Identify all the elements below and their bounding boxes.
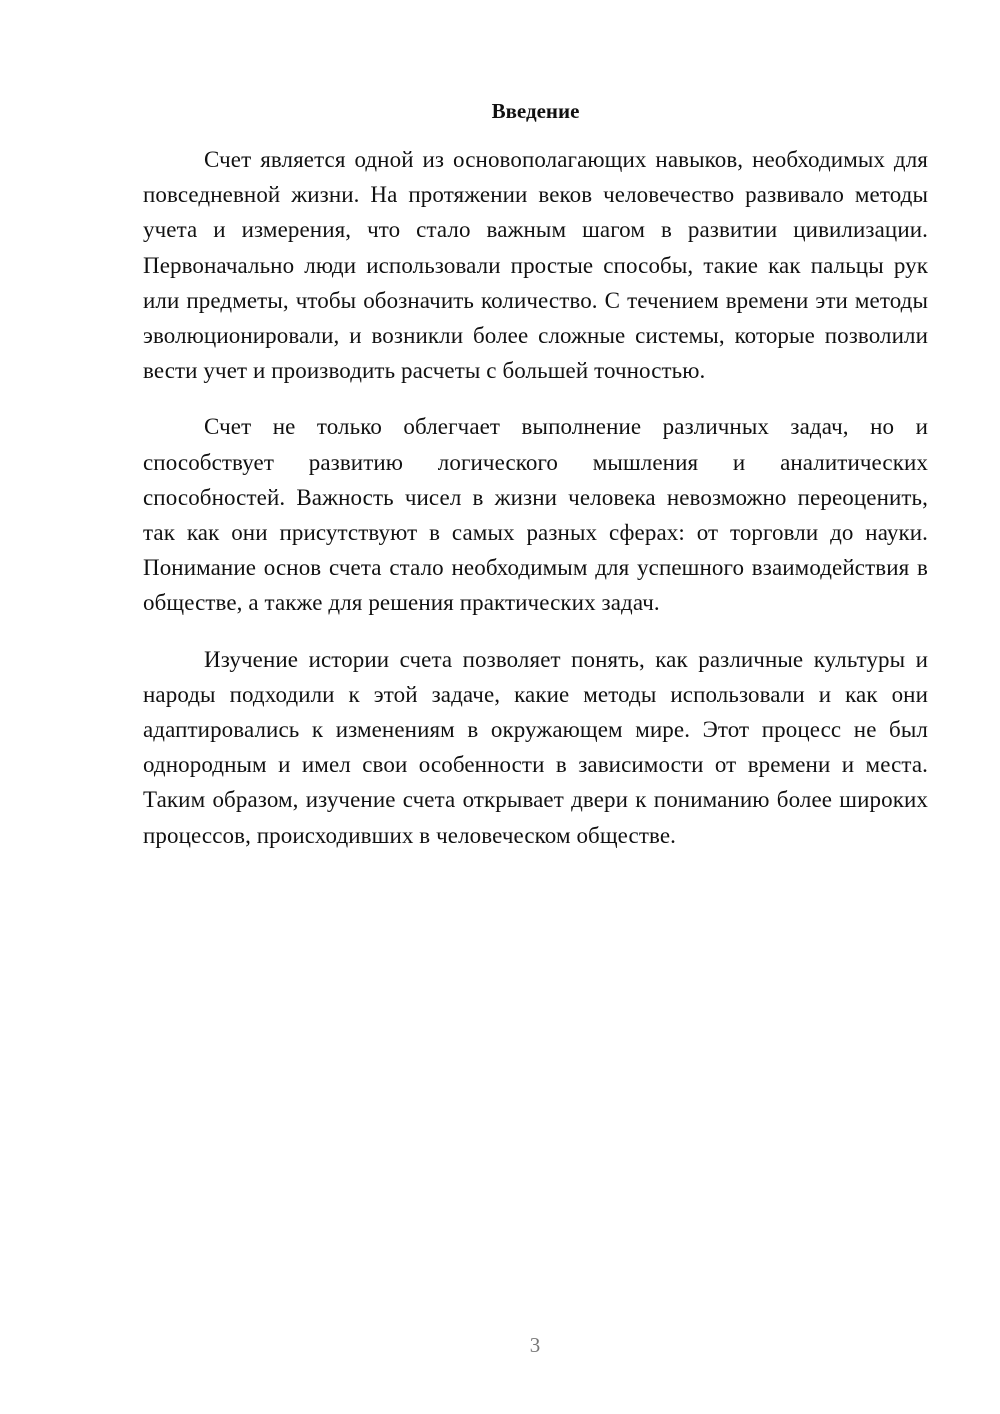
paragraph-3: Изучение истории счета позволяет понять, как различные культуры и народы подходили к этой задаче, какие методы использовали и как они адаптировались к изменениям в окружающем мире. Этот процесс не был однородным и имел свои особенности в зависимости от времени и места. Таким образом, изучение счета открывает двери к пониманию более широких процессов, происходивших в человеческом обществе. — [143, 646, 928, 848]
section-title: Введение — [491, 99, 580, 123]
paragraph-1: Счет является одной из основополагающих навыков, необходимых для повседневной жизни. На протяжении веков человечество развивало методы учета и измерения, что стало важным шагом в развитии цивилизации. Первоначально люди использовали простые способы, такие как пальцы рук или предметы, чтобы обозначить количество. С течением времени эти методы эволюционировали, и возникли более сложные системы, которые позволили вести учет и производить расчеты с большей точностью. — [143, 147, 928, 384]
paragraph-2: Счет не только облегчает выполнение различных задач, но и способствует развитию логического мышления и аналитических способностей. Важность чисел в жизни человека невозможно переоценить, так как они присутствуют в самых разных сферах: от торговли до науки. Понимание основ счета стало необходимым для успешного взаимодействия в обществе, а также для решения практических задач. — [143, 414, 928, 616]
page-number: 3 — [529, 1333, 541, 1357]
body-text — [143, 142, 928, 874]
